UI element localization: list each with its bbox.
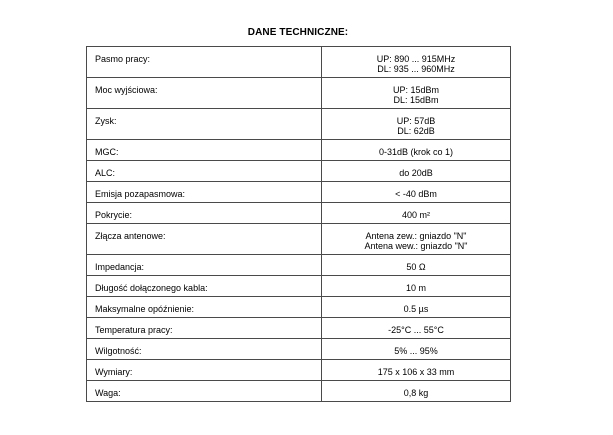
table-row (87, 140, 511, 161)
table-row (87, 255, 511, 276)
spec-value-line: 10 m (405, 283, 426, 293)
spec-label: Złącza antenowe: (87, 224, 322, 255)
spec-value-line: UP: 15dBm (392, 85, 440, 95)
page-title: DANE TECHNICZNE: (247, 27, 349, 38)
table-row (87, 224, 511, 255)
spec-value-line: DL: 62dB (397, 126, 435, 136)
spec-value (322, 297, 511, 318)
spec-value-line: 400 m² (401, 210, 430, 220)
spec-value (322, 182, 511, 203)
spec-value-line: 0-31dB (krok co 1) (378, 147, 454, 157)
spec-value-line: Antena wew.: gniazdo "N" (364, 241, 468, 251)
spec-value (322, 78, 511, 109)
spec-label: MGC: (87, 140, 322, 161)
spec-label: Wilgotność: (87, 339, 322, 360)
spec-value (322, 255, 511, 276)
table-row (87, 360, 511, 381)
table-row (87, 339, 511, 360)
spec-value-line: -25°C ... 55°C (388, 325, 444, 335)
spec-label: Maksymalne opóźnienie: (87, 297, 322, 318)
table-row (87, 276, 511, 297)
spec-value (322, 224, 511, 255)
spec-value-line: 0,8 kg (403, 388, 429, 398)
spec-value (322, 381, 511, 402)
spec-value-line: 175 x 106 x 33 mm (377, 367, 455, 377)
spec-label: Pokrycie: (87, 203, 322, 224)
table-row (87, 318, 511, 339)
table-row (87, 109, 511, 140)
spec-value (322, 276, 511, 297)
spec-value (322, 339, 511, 360)
spec-value-line: 5% ... 95% (394, 346, 438, 356)
table-row (87, 47, 511, 78)
spec-value (322, 161, 511, 182)
table-row (87, 161, 511, 182)
spec-value-line: do 20dB (399, 168, 433, 178)
spec-value-line: < -40 dBm (395, 189, 437, 199)
spec-value (322, 109, 511, 140)
table-row (87, 381, 511, 402)
spec-value-line: DL: 15dBm (393, 95, 439, 105)
spec-value (322, 47, 511, 78)
spec-value (322, 140, 511, 161)
table-row (87, 203, 511, 224)
spec-value-line: UP: 57dB (396, 116, 436, 126)
spec-value (322, 203, 511, 224)
spec-value-line: 0.5 µs (403, 304, 429, 314)
spec-label: Waga: (87, 381, 322, 402)
spec-label: Emisja pozapasmowa: (87, 182, 322, 203)
spec-value-line: UP: 890 ... 915MHz (376, 54, 456, 64)
specs-table (86, 46, 511, 402)
spec-label: Długość dołączonego kabla: (87, 276, 322, 297)
spec-value-line: 50 Ω (406, 262, 426, 272)
spec-value-line: DL: 935 ... 960MHz (377, 64, 455, 74)
table-row (87, 78, 511, 109)
table-row (87, 182, 511, 203)
spec-label: Impedancja: (87, 255, 322, 276)
spec-label: Pasmo pracy: (87, 47, 322, 78)
spec-label: Zysk: (87, 109, 322, 140)
spec-label: Temperatura pracy: (87, 318, 322, 339)
table-row (87, 297, 511, 318)
spec-value (322, 318, 511, 339)
spec-value (322, 360, 511, 381)
spec-label: Moc wyjściowa: (87, 78, 322, 109)
spec-label: ALC: (87, 161, 322, 182)
spec-value-line: Antena zew.: gniazdo "N" (365, 231, 467, 241)
spec-label: Wymiary: (87, 360, 322, 381)
